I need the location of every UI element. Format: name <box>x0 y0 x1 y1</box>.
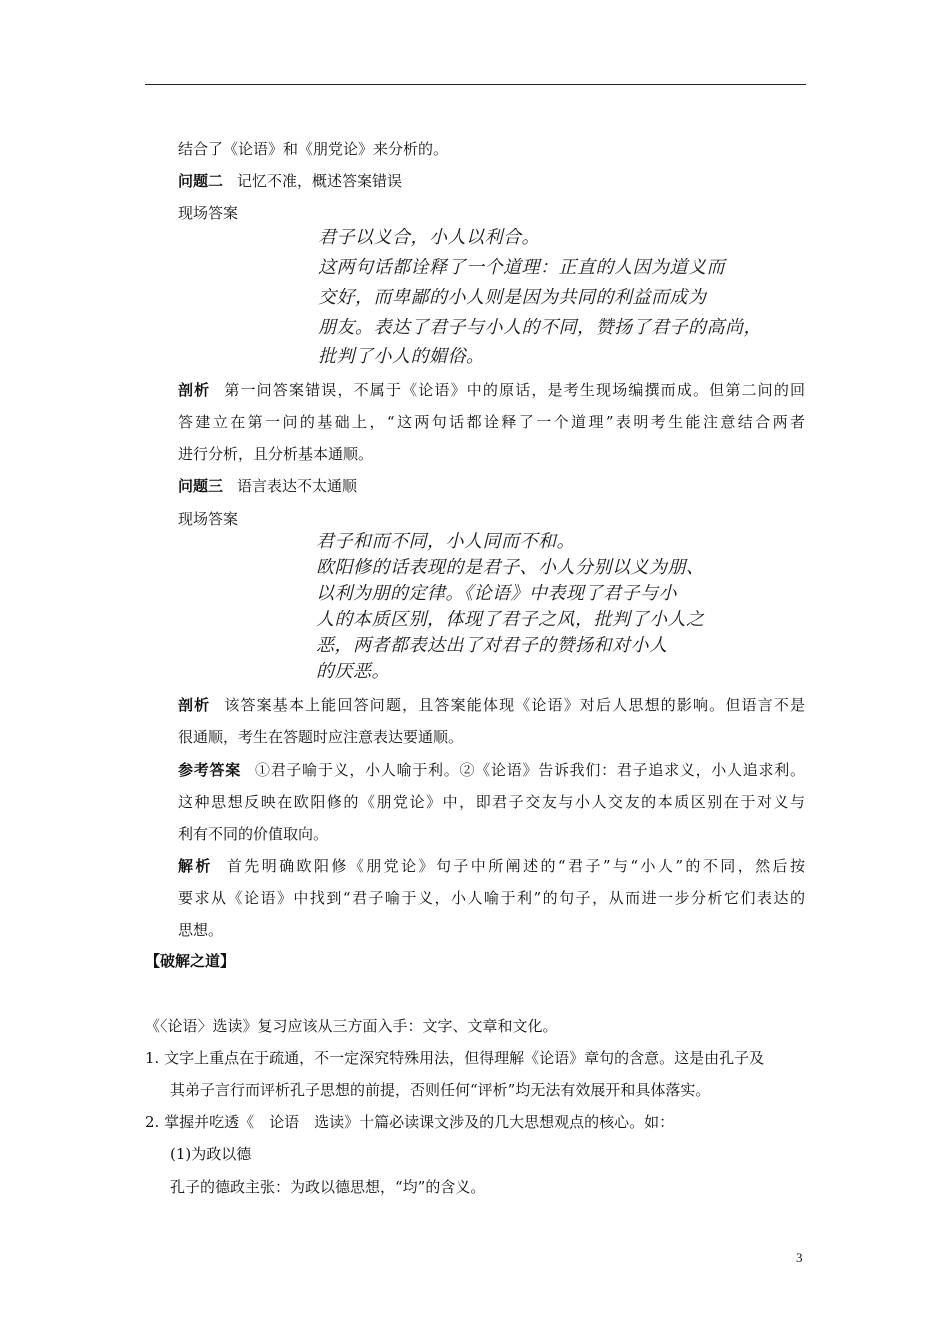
sub-point-one: (1)为政以德 <box>170 1145 252 1163</box>
handwriting-line: 恶，两者都表达出了对君子的赞扬和对小人 <box>316 635 668 656</box>
reference-answer-line: 利有不同的价值取向。 <box>178 825 329 843</box>
explanation-line <box>178 855 805 877</box>
problem-three-text: 语言表达不太通顺 <box>237 477 358 495</box>
analysis-one-text: 第一问答案错误，不属于《论语》中的原话，是考生现场编撰而成。但第二问的回 <box>224 381 805 399</box>
reference-answer-text: ①君子喻于义，小人喻于利。②《论语》告诉我们：君子追求义，小人追求利。 <box>254 761 805 779</box>
header-rule <box>145 84 806 85</box>
analysis-one-line <box>178 379 805 401</box>
onsite-answer-label-2: 现场答案 <box>178 510 239 528</box>
reference-answer-line: 这种思想反映在欧阳修的《朋党论》中，即君子交友与小人交友的本质区别在于对义与 <box>178 793 805 811</box>
problem-two-label: 问题二 <box>178 172 224 190</box>
handwriting-line: 君子以义合，小人以利合。 <box>318 227 540 248</box>
method-intro: 《〈论语〉选读》复习应该从三方面入手：文字、文章和文化。 <box>145 1017 558 1035</box>
point-one <box>145 1047 764 1069</box>
point-two-number: 2. <box>145 1113 160 1131</box>
point-one-text: 文字上重点在于疏通，不一定深究特殊用法，但得理解《论语》章句的含意。这是由孔子及 <box>164 1049 765 1067</box>
point-two-text: 掌握并吃透《 论语 选读》十篇必读课文涉及的几大思想观点的核心。如： <box>164 1113 675 1131</box>
point-one-continuation: 其弟子言行而评析孔子思想的前提，否则任何“评析”均无法有效展开和具体落实。 <box>170 1081 711 1099</box>
explanation-label: 解析 <box>178 857 213 875</box>
problem-three-label: 问题三 <box>178 477 224 495</box>
intro-line: 结合了《论语》和《朋党论》来分析的。 <box>178 140 449 158</box>
handwriting-line: 朋友。表达了君子与小人的不同，赞扬了君子的高尚， <box>318 317 762 338</box>
analysis-one-line: 答建立在第一问的基础上，“这两句话都诠释了一个道理”表明考生能注意结合两者 <box>178 413 805 431</box>
problem-two-text: 记忆不准，概述答案错误 <box>237 172 403 190</box>
handwriting-line: 欧阳修的话表现的是君子、小人分别以义为朋、 <box>316 557 705 578</box>
reference-answer-line <box>178 759 805 781</box>
analysis-two-line <box>178 694 805 716</box>
section-heading: 【破解之道】 <box>145 952 236 970</box>
reference-answer-label: 参考答案 <box>178 761 241 779</box>
analysis-two-label: 剖析 <box>178 696 211 714</box>
handwriting-line: 交好，而卑鄙的小人则是因为共同的利益而成为 <box>318 287 707 308</box>
page-number: 3 <box>796 1250 803 1265</box>
handwriting-line: 的厌恶。 <box>316 661 390 682</box>
onsite-answer-label-1: 现场答案 <box>178 204 239 222</box>
explanation-line: 要求从《论语》中找到“君子喻于义，小人喻于利”的句子，从而进一步分析它们表达的 <box>178 889 805 907</box>
problem-two <box>178 170 402 192</box>
explanation-text: 首先明确欧阳修《朋党论》句子中所阐述的“君子”与“小人”的不同，然后按 <box>226 857 805 875</box>
analysis-two-line: 很通顺，考生在答题时应注意表达要通顺。 <box>178 728 464 746</box>
point-two <box>145 1111 674 1133</box>
explanation-line: 思想。 <box>178 921 224 939</box>
analysis-one-line: 进行分析，且分析基本通顺。 <box>178 445 374 463</box>
handwriting-line: 批判了小人的媚俗。 <box>318 346 485 367</box>
sub-point-one-text: 孔子的德政主张：为政以德思想，“均”的含义。 <box>170 1178 486 1196</box>
handwriting-line: 这两句话都诠释了一个道理：正直的人因为道义而 <box>318 257 725 278</box>
handwriting-line: 人的本质区别，体现了君子之风，批判了小人之 <box>316 609 705 630</box>
analysis-two-text: 该答案基本上能回答问题，且答案能体现《论语》对后人思想的影响。但语言不是 <box>224 696 805 714</box>
point-one-number: 1. <box>145 1049 160 1067</box>
handwriting-line: 君子和而不同，小人同而不和。 <box>316 531 575 552</box>
analysis-one-label: 剖析 <box>178 381 211 399</box>
handwriting-line: 以利为朋的定律。《论语》中表现了君子与小 <box>316 583 677 604</box>
problem-three <box>178 475 357 497</box>
